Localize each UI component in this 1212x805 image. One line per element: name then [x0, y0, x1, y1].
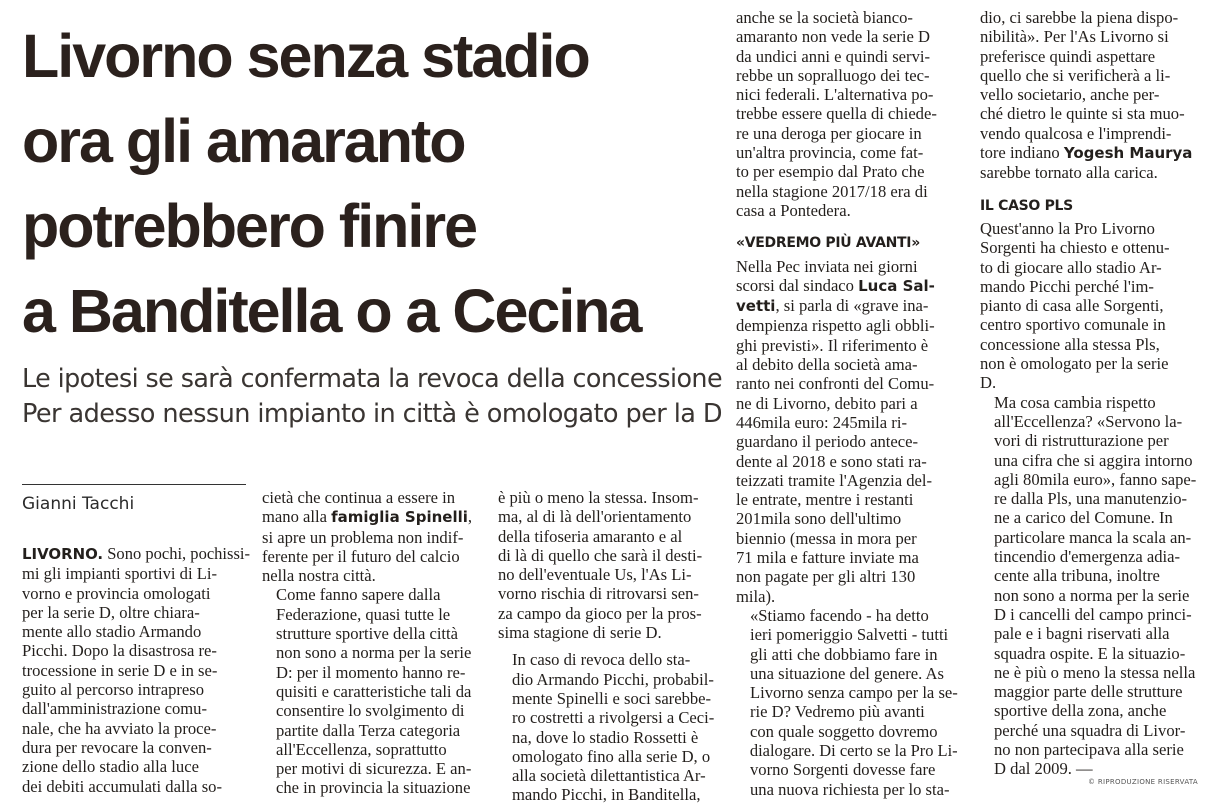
text-line: alla società dilettantistica Ar- — [512, 766, 706, 786]
text-line: per la serie D, oltre chiara- — [22, 602, 200, 622]
text-line: nella stagione 2017/18 era di — [736, 181, 928, 201]
text-line: ro costretti a rivolgersi a Ceci- — [512, 708, 715, 728]
text-line: mente Spinelli e soci sarebbe- — [512, 688, 712, 708]
paragraph: cietà che continua a essere in mano alla famiglia Spinelli, si apre un problema non indif- ferente per il futuro del calcio nella nostra città. — [262, 488, 484, 585]
text-line: partite dalla Terza categoria — [276, 720, 461, 740]
text-line: dei debiti accumulati dalla so- — [22, 776, 222, 796]
article-column-5 — [980, 8, 1202, 779]
text-line: che in provincia la situazione — [276, 778, 471, 798]
text-line: vorno Sorgenti dovesse fare — [750, 760, 936, 780]
text-line: tore indiano — [980, 143, 1064, 163]
text-line: squadra ospite. E la situazio- — [994, 643, 1186, 663]
text-line: mano alla — [262, 507, 332, 527]
text-line: perché una squadra di Livor- — [994, 720, 1186, 740]
text-line: le entrate, mentre i restanti — [736, 490, 914, 510]
article-column-1 — [22, 544, 250, 796]
text-line: ne è più o meno la stessa nella — [994, 662, 1196, 682]
text-line: no non partecipava alla serie — [994, 739, 1184, 759]
byline-divider — [22, 484, 246, 485]
headline-line: Livorno senza stadio — [22, 22, 589, 90]
text-line: ieri pomeriggio Salvetti - tutti — [750, 625, 949, 645]
dateline: LIVORNO. — [22, 545, 104, 563]
text-line: all'Eccellenza? «Servono la- — [994, 411, 1183, 431]
text-line: una nuova richiesta per lo sta- — [750, 779, 950, 799]
text-line: consentire lo svolgimento di — [276, 701, 465, 721]
text-line: to per esempio dal Prato che — [736, 162, 925, 182]
text-line: concessione alla stessa Pls, — [980, 334, 1160, 354]
highlighted-name: Yogesh Maurya — [1063, 144, 1193, 163]
text-line: non pagate per gli altri 130 — [736, 567, 916, 587]
paragraph — [498, 488, 720, 642]
text-line: cente alla tribuna, inoltre — [994, 566, 1160, 586]
text-line: re una deroga per giocare in — [736, 123, 922, 143]
paragraph — [22, 544, 250, 796]
text-line: 71 mila e fatture inviate ma — [736, 548, 919, 568]
text-line: agli 80mila euro», fanno sape- — [994, 469, 1197, 489]
text-line: ferente per il futuro del calcio — [262, 546, 460, 566]
text-line: non sono a norma per la serie — [994, 585, 1190, 605]
text-line: mente allo stadio Armando — [22, 622, 202, 642]
text-line: per motivi di sicurezza. E an- — [276, 759, 472, 779]
text-line: non sono a norma per la serie — [276, 643, 472, 663]
text-line: Picchi. Dopo la disastrosa re- — [22, 641, 217, 661]
text-line: rie D? Vedremo più avanti — [750, 702, 925, 722]
text-line: zione dello stadio alla luce — [22, 757, 199, 777]
text-line: dente al 2018 e sono stati ra- — [736, 451, 927, 471]
text-line: Ma cosa cambia rispetto — [994, 392, 1156, 412]
text-line: «Stiamo facendo - ha detto — [750, 605, 929, 625]
text-line: ne di Livorno, debito pari a — [736, 393, 918, 413]
paragraph — [736, 8, 958, 220]
text-line: un'altra provincia, come fat- — [736, 143, 924, 163]
text-line: vorno e provincia omologati — [22, 583, 211, 603]
copyright-notice: © RIPRODUZIONE RISERVATA — [1088, 778, 1198, 786]
text-line: guardano il periodo antece- — [736, 432, 918, 452]
text-line: dall'amministrazione comu- — [22, 699, 208, 719]
paragraph — [736, 257, 958, 606]
text-line: Federazione, quasi tutte le — [276, 604, 451, 624]
text-line: di là di quello che sarà il desti- — [498, 545, 703, 565]
text-line: della tifoseria amaranto e al — [498, 526, 683, 546]
text-line: nale, che ha avviato la proce- — [22, 718, 217, 738]
text-line: una cifra che si aggira intorno — [994, 450, 1193, 470]
text-line: biennio (messa in mora per — [736, 528, 917, 548]
text-line: con quale soggetto dovremo — [750, 721, 938, 741]
section-kicker: IL CASO PLS — [980, 197, 1073, 214]
subheadline-line: Le ipotesi se sarà confermata la revoca della concessione — [22, 364, 722, 394]
text-line: amaranto non vede la serie D — [736, 27, 930, 47]
text-line: D. — [980, 373, 997, 393]
text-line: to di giocare allo stadio Ar- — [980, 257, 1162, 277]
text-line: mando Picchi perché l'im- — [980, 276, 1154, 296]
paragraph — [498, 650, 720, 804]
text-line: una situazione del genere. As — [750, 663, 944, 683]
headline-line: a Banditella o a Cecina — [22, 277, 641, 345]
headline-line: ora gli amaranto — [22, 107, 465, 175]
text-line: dura per revocare la conven- — [22, 737, 212, 757]
text-line: vello societario, anche per- — [980, 85, 1160, 105]
subheadline-line: Per adesso nessun impianto in città è omologato per la D — [22, 399, 722, 429]
paragraph — [262, 585, 484, 797]
text-line: vendo qualcosa e l'imprendi- — [980, 123, 1172, 143]
highlighted-name: vetti — [736, 297, 776, 316]
text-line: preferisce quindi aspettare — [980, 46, 1156, 66]
text-line: In caso di revoca dello sta- — [512, 650, 691, 670]
text-line: casa a Pontedera. — [736, 200, 851, 220]
text-line: non è omologato per la serie — [980, 354, 1169, 374]
article-column-3 — [498, 488, 720, 805]
highlighted-name: famiglia Spinelli — [331, 508, 468, 527]
text-line: dio, ci sarebbe la piena dispo- — [980, 8, 1179, 27]
text-line: strutture sportive della città — [276, 624, 459, 644]
text-line: all'Eccellenza, soprattutto — [276, 739, 447, 759]
text-line: 446mila euro: 245mila ri- — [736, 412, 907, 432]
text-line: anche se la società bianco- — [736, 8, 913, 27]
text-line: quello che si verificherà a li- — [980, 65, 1171, 85]
text-line: pale e i bagni riservati alla — [994, 624, 1170, 644]
text-line: na, dove lo stadio Rossetti è — [512, 727, 699, 747]
text-line: è più o meno la stessa. Insom- — [498, 488, 699, 507]
text-line: mila). — [736, 586, 776, 606]
byline: Gianni Tacchi — [22, 494, 135, 514]
text-line: al debito della società ama- — [736, 355, 918, 375]
text-line: mi gli impianti sportivi di Li- — [22, 564, 217, 584]
text-line: Come fanno sapere dalla — [276, 585, 441, 605]
text-line: re dalla Pls, una manutenzio- — [994, 489, 1188, 509]
text-line: vorno rischia di ritrovarsi sen- — [498, 584, 699, 604]
text-line: D: per il momento hanno re- — [276, 662, 466, 682]
text-line: dempienza rispetto agli obbli- — [736, 316, 935, 336]
text-line: sima stagione di serie D. — [498, 623, 662, 643]
text-line: scorsi dal sindaco — [736, 275, 859, 295]
text-line: 201mila sono dell'ultimo — [736, 509, 902, 529]
text-line: Quest'anno la Pro Livorno — [980, 218, 1155, 238]
text-line: , si parla di «grave ina- — [775, 296, 929, 316]
text-line: Nella Pec inviata nei giorni — [736, 256, 918, 276]
text-line: ghi previsti». Il riferimento è — [736, 335, 929, 355]
paragraph — [980, 8, 1202, 183]
text-line: da undici anni e quindi servi- — [736, 46, 931, 66]
text-line: ne a carico del Comune. In — [994, 508, 1173, 528]
text-line: gli atti che dobbiamo fare in — [750, 644, 938, 664]
text-line: trebbe essere quella di chiede- — [736, 104, 937, 124]
article-column-2 — [262, 488, 484, 798]
paragraph — [980, 219, 1202, 393]
text-line: Livorno senza campo per la se- — [750, 683, 958, 703]
text-line: nici federali. L'alternativa po- — [736, 85, 934, 105]
text-line: nibilità». Per l'As Livorno si — [980, 27, 1169, 47]
text-line: tincendio d'emergenza adia- — [994, 547, 1181, 567]
text-line: teizzati tramite l'Agenzia del- — [736, 470, 933, 490]
text-line: Sorgenti ha chiesto e ottenu- — [980, 238, 1170, 258]
text-line: dio Armando Picchi, probabil- — [512, 669, 714, 689]
text-line: guito al percorso intrapreso — [22, 680, 205, 700]
text-line: centro sportivo comunale in — [980, 315, 1166, 335]
text-line: no dell'eventuale Us, l'As Li- — [498, 565, 692, 585]
text-line: si apre un problema non indif- — [262, 527, 464, 547]
subheadline — [22, 362, 722, 432]
text-line: maggior parte delle strutture — [994, 682, 1183, 702]
paragraph — [980, 393, 1202, 779]
text-line: sarebbe tornato alla carica. — [980, 163, 1158, 183]
text-line: ranto nei confronti del Comu- — [736, 374, 935, 394]
text-line: mando Picchi, in Banditella, — [512, 785, 701, 805]
text-line: nella nostra città. — [262, 566, 376, 586]
text-line: D i cancelli del campo princi- — [994, 604, 1192, 624]
text-line: omologato fino alla serie D, o — [512, 746, 711, 766]
highlighted-name: Luca Sal- — [858, 276, 935, 295]
text-line: Sono pochi, pochissi- — [103, 544, 250, 563]
text-line: ché dietro le quinte si sta muo- — [980, 104, 1185, 124]
section-kicker: «VEDREMO PIÙ AVANTI» — [736, 235, 920, 252]
text-line: D dal 2009. — — [994, 759, 1093, 779]
text-line: particolare manca la scala an- — [994, 527, 1192, 547]
headline-line: potrebbero finire — [22, 192, 477, 260]
text-line: trocessione in serie D e in se- — [22, 660, 218, 680]
text-line: ma, al di là dell'orientamento — [498, 507, 692, 527]
text-line: za campo da gioco per la pros- — [498, 603, 702, 623]
text-line: rebbe un sopralluogo dei tec- — [736, 65, 930, 85]
paragraph — [736, 606, 958, 799]
text-line: pianto di casa alle Sorgenti, — [980, 296, 1164, 316]
article-column-4 — [736, 8, 958, 799]
text-line: vori di ristrutturazione per — [994, 431, 1169, 451]
text-line: sportive della zona, anche — [994, 701, 1167, 721]
text-line: dialogare. Di certo se la Pro Li- — [749, 740, 958, 760]
text-line: quisiti e caratteristiche tali da — [276, 681, 472, 701]
text-line: cietà che continua a essere in — [262, 488, 456, 507]
headline — [22, 14, 722, 354]
